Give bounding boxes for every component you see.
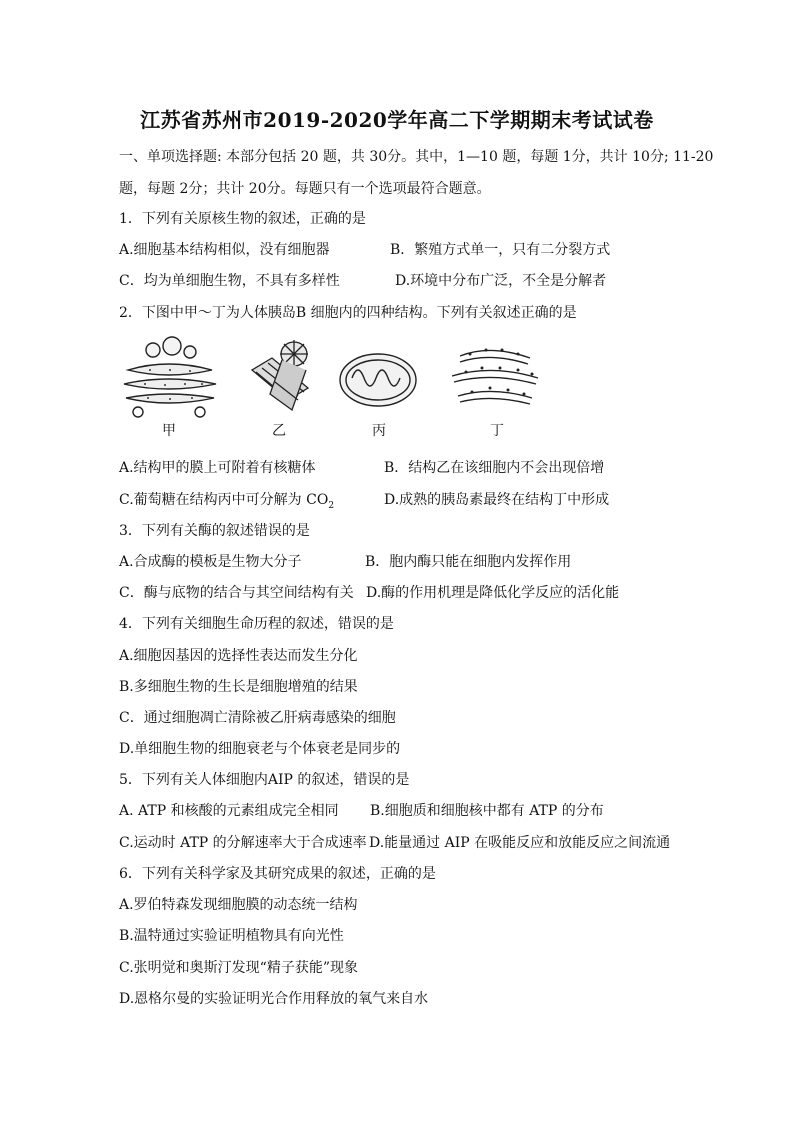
question-2-option-c-text: C.葡萄糖在结构丙中可分解为 CO <box>119 492 329 508</box>
question-5-option-a: A. ATP 和核酸的元素组成完全相同 <box>119 803 339 819</box>
co2-subscript: 2 <box>328 500 335 511</box>
question-5-option-b: B.细胞质和细胞核中都有 ATP 的分布 <box>370 803 604 819</box>
question-3-option-d: D.酶的作用机理是降低化学反应的活化能 <box>366 585 620 601</box>
question-3-option-c: C．酶与底物的结合与其空间结构有关 <box>119 585 354 601</box>
question-1-option-d: D.环境中分布广泛，不全是分解者 <box>395 273 607 289</box>
question-6-option-d: D.恩格尔曼的实验证明光合作用释放的氧气来自水 <box>119 991 429 1007</box>
question-2-option-a: A.结构甲的膜上可附着有核糖体 <box>119 460 316 476</box>
question-6-stem: 6．下列有关科学家及其研究成果的叙述，正确的是 <box>119 866 436 882</box>
centriole-drawing <box>252 340 308 410</box>
question-2-option-c <box>119 489 334 511</box>
question-5-option-d: D.能量通过 AIP 在吸能反应和放能反应之间流通 <box>369 835 671 851</box>
figure-label-yi: 乙 <box>272 423 286 439</box>
question-6-option-c: C.张明觉和奥斯汀发现“精子获能”现象 <box>119 960 358 976</box>
question-1-stem: 1．下列有关原核生物的叙述，正确的是 <box>119 211 366 227</box>
question-2-option-b: B．结构乙在该细胞内不会出现倍增 <box>384 460 605 476</box>
golgi-apparatus-drawing <box>124 337 216 417</box>
page-title: 江苏省苏州市2019-2020学年高二下学期期末考试试卷 <box>140 108 654 132</box>
figure-label-bing: 丙 <box>372 423 386 439</box>
question-5-stem: 5．下列有关人体细胞内AIP 的叙述，错误的是 <box>119 772 410 788</box>
figure-label-jia: 甲 <box>162 423 176 439</box>
question-5-option-c: C.运动时 ATP 的分解速率大于合成速率 <box>119 835 367 851</box>
question-6-option-a: A.罗伯特森发现细胞膜的动态统一结构 <box>119 897 358 913</box>
question-1-option-c: C．均为单细胞生物，不具有多样性 <box>119 273 340 289</box>
question-2-stem: 2．下图中甲～丁为人体胰岛B 细胞内的四种结构。下列有关叙述正确的是 <box>119 305 577 321</box>
endoplasmic-reticulum-drawing <box>452 349 538 405</box>
figure-label-ding: 丁 <box>490 423 504 439</box>
question-4-option-b: B.多细胞生物的生长是细胞增殖的结果 <box>119 679 358 695</box>
question-4-option-a: A.细胞因基因的选择性表达而发生分化 <box>119 648 358 664</box>
question-1-option-a: A.细胞基本结构相似，没有细胞器 <box>119 242 330 258</box>
question-1-option-b: B．繁殖方式单一，只有二分裂方式 <box>390 242 611 258</box>
question-4-option-d: D.单细胞生物的细胞衰老与个体衰老是同步的 <box>119 741 401 757</box>
question-6-option-b: B.温特通过实验证明植物具有向光性 <box>119 928 344 944</box>
question-4-option-c: C．通过细胞凋亡清除被乙肝病毒感染的细胞 <box>119 710 396 726</box>
question-3-option-b: B．胞内酶只能在细胞内发挥作用 <box>365 554 572 570</box>
question-4-stem: 4．下列有关细胞生命历程的叙述，错误的是 <box>119 616 394 632</box>
section-instructions-line-2: 题，每题 2分；共计 20分。每题只有一个选项最符合题意。 <box>119 181 491 197</box>
question-3-stem: 3．下列有关酶的叙述错误的是 <box>119 523 310 539</box>
question-2-option-d: D.成熟的胰岛素最终在结构丁中形成 <box>384 492 610 508</box>
mitochondrion-drawing <box>340 354 416 406</box>
question-3-option-a: A.合成酶的模板是生物大分子 <box>119 554 302 570</box>
section-instructions-line-1: 一、单项选择题: 本部分包括 20 题，共 30分。其中，1—10 题，每题 1分，共计 10分; 11-20 <box>119 149 714 165</box>
